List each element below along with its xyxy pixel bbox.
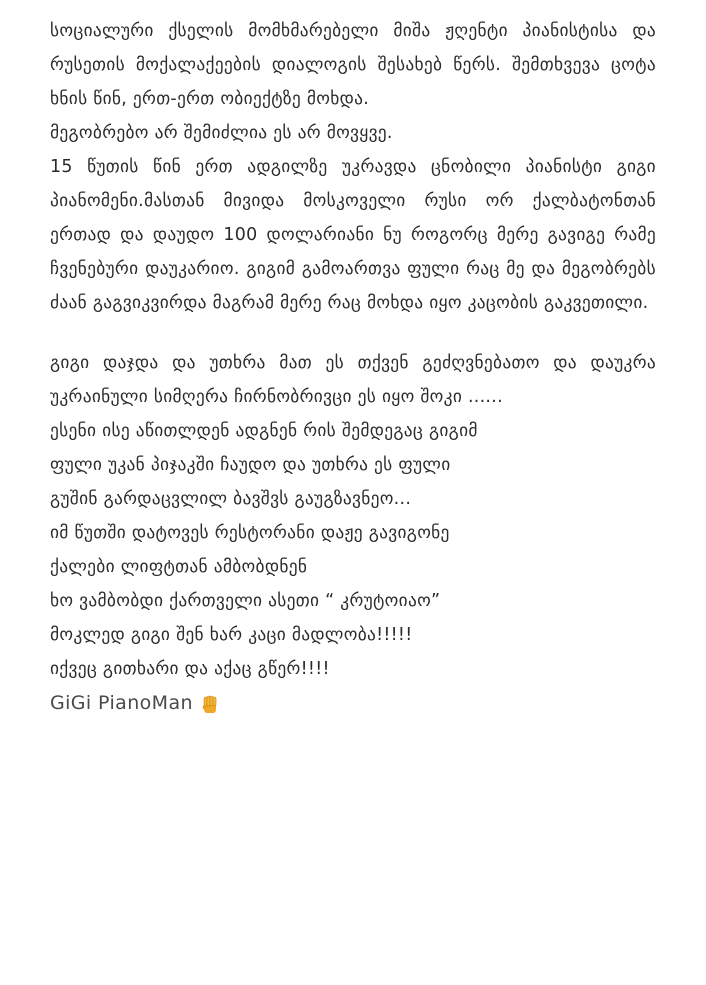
signature-text: GiGi PianoMan <box>50 692 193 714</box>
article-body <box>50 14 656 720</box>
raised-fist-icon <box>199 692 221 714</box>
paragraph-story: 15 წუთის წინ ერთ ადგილზე უკრავდა ცნობილი პიანისტი გიგი პიანომენი.მასთან მივიდა მოსკოველი რუსი ორ ქალბატონთან ერთად და დაუდო 100 დოლარიანი ნუ როგორც მერე გავიგე რამე ჩვენებური დაუკარიო. გიგიმ გამოართვა ფული რაც მე და მეგობრებს ძაან გაგვიკვირდა მაგრამ მერე რაც მოხდა იყო კაცობის გაკვეთილი. <box>50 157 656 313</box>
story-line: ქალები ლიფტთან ამბობდნენ <box>50 557 308 577</box>
paragraph-intro: სოციალური ქსელის მომხმარებელი მიშა ჟღენტი პიანისტისა და რუსეთის მოქალაქეების დიალოგის შესახებ წერს. შემთხვევა ცოტა ხნის წინ, ერთ-ერთ ობიექტზე მოხდა. <box>50 21 656 109</box>
story-line: იმ წუთში დატოვეს რესტორანი დაჟე გავიგონე <box>50 523 450 543</box>
story-line: ესენი ისე აწითლდენ ადგნენ რის შემდეგაც გიგიმ <box>50 421 478 441</box>
signature <box>50 686 656 720</box>
story-line: მოკლედ გიგი შენ ხარ კაცი მადლობა!!!!! <box>50 625 413 645</box>
story-line: გუშინ გარდაცვლილ ბავშვს გაუგზავნეო... <box>50 489 412 509</box>
paragraph-song: გიგი დაჯდა და უთხრა მათ ეს თქვენ გეძღვნებათო და დაუკრა უკრაინული სიმღერა ჩირნობრივცი ეს იყო შოკი ...... <box>50 353 656 407</box>
story-line: იქვეც გითხარი და აქაც გწერ!!!! <box>50 659 330 679</box>
story-line: ფული უკან პიჯაკში ჩაუდო და უთხრა ეს ფული <box>50 455 451 475</box>
paragraph-friends: მეგობრებო არ შემიძლია ეს არ მოვყვე. <box>50 123 393 143</box>
paragraph-spacer <box>50 320 656 346</box>
story-line: ხო ვამბობდი ქართველი ასეთი “ კრუტოიაო” <box>50 591 441 611</box>
